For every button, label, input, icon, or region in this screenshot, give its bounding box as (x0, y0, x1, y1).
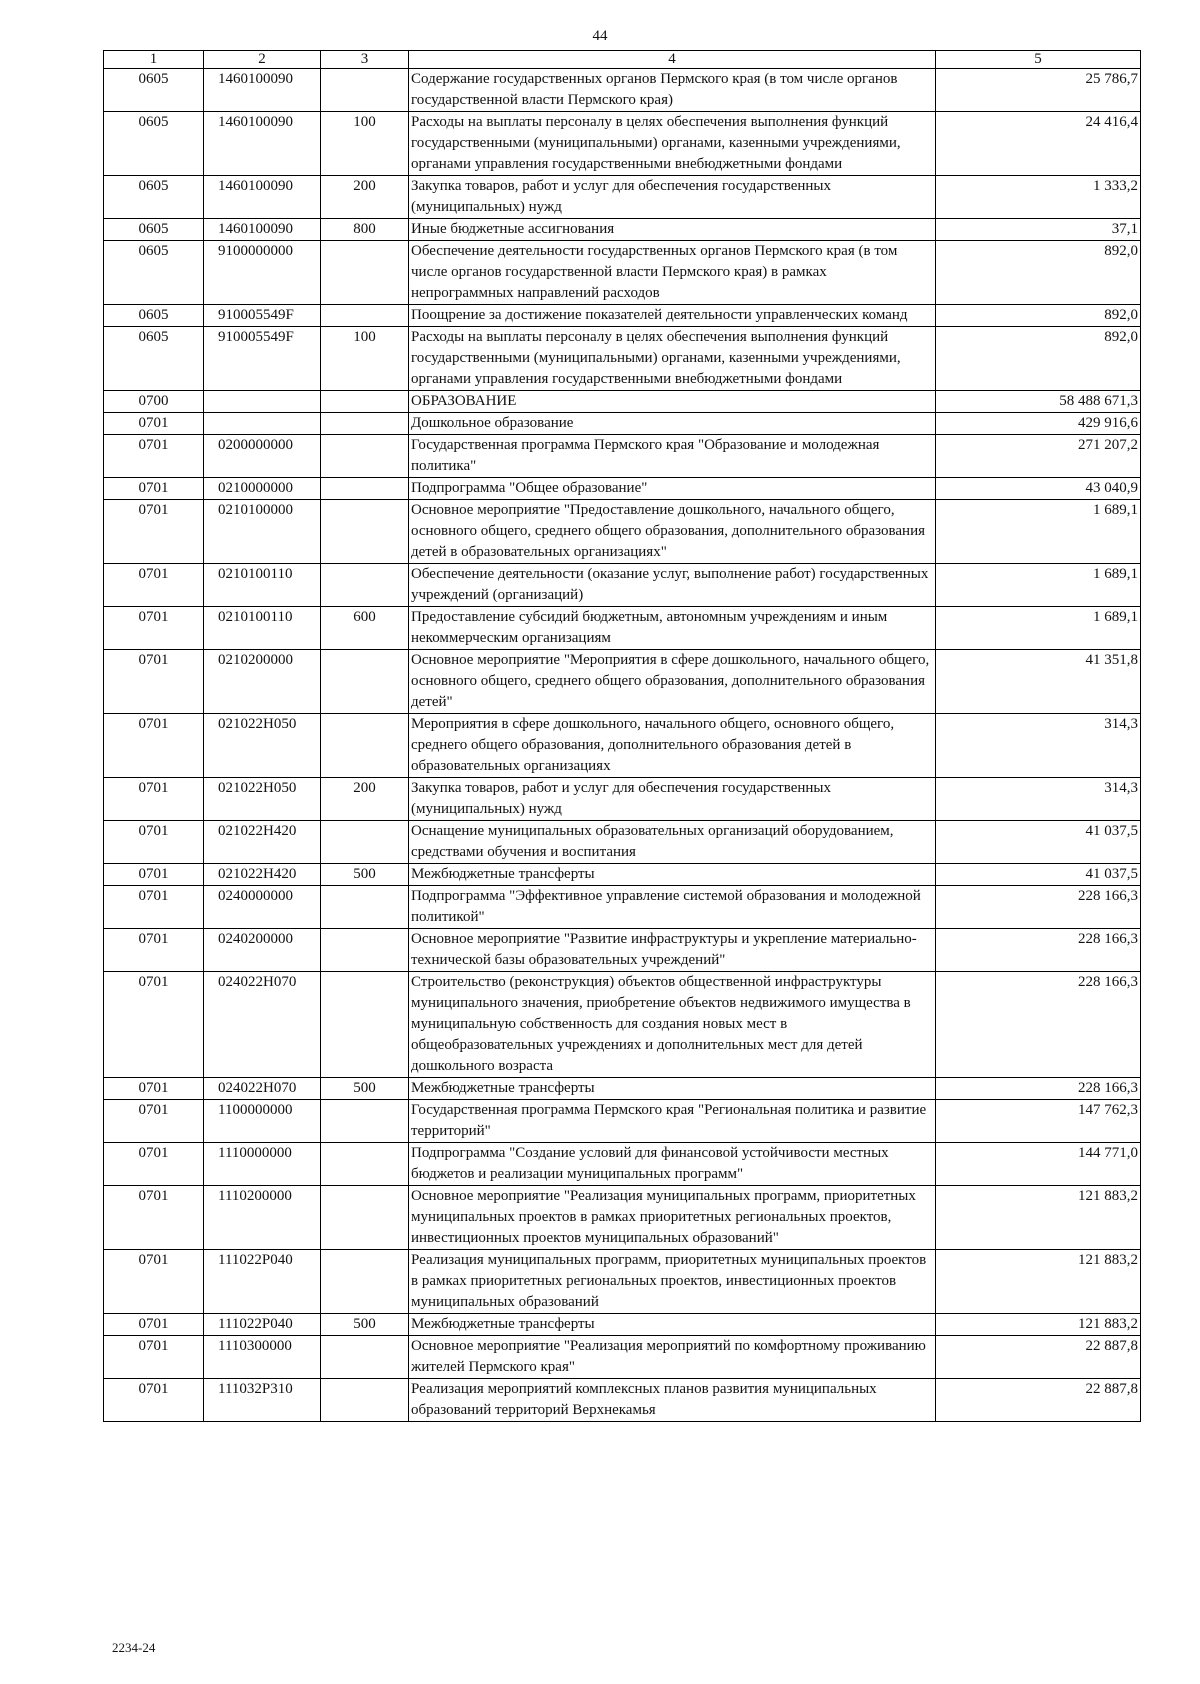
cell-code: 0210100000 (204, 500, 321, 564)
cell-section: 0701 (104, 650, 204, 714)
cell-code (204, 391, 321, 413)
cell-type: 100 (321, 327, 409, 391)
cell-type (321, 391, 409, 413)
cell-section: 0605 (104, 305, 204, 327)
cell-name: Мероприятия в сфере дошкольного, начального общего, основного общего, среднего общего образования, дополнительного образования детей в образовательных организациях (409, 714, 936, 778)
table-row (104, 391, 1141, 413)
cell-name: Расходы на выплаты персоналу в целях обеспечения выполнения функций государственными (муниципальными) органами, казенными учреждениями, органами управления государственными внебюджетными фондами (409, 112, 936, 176)
column-header-name: 4 (409, 51, 936, 69)
cell-amount: 22 887,8 (936, 1379, 1141, 1422)
cell-code: 021022Н420 (204, 864, 321, 886)
document-code: 2234-24 (112, 1640, 156, 1655)
cell-code: 111022Р040 (204, 1314, 321, 1336)
cell-amount: 228 166,3 (936, 972, 1141, 1078)
table-row (104, 886, 1141, 929)
cell-type (321, 241, 409, 305)
cell-amount: 41 351,8 (936, 650, 1141, 714)
cell-amount: 271 207,2 (936, 435, 1141, 478)
table-row (104, 1186, 1141, 1250)
cell-name: Закупка товаров, работ и услуг для обеспечения государственных (муниципальных) нужд (409, 778, 936, 821)
cell-section: 0701 (104, 1186, 204, 1250)
budget-table (103, 50, 1141, 1422)
cell-amount: 429 916,6 (936, 413, 1141, 435)
cell-type (321, 413, 409, 435)
cell-code: 0200000000 (204, 435, 321, 478)
table-row (104, 435, 1141, 478)
cell-section: 0701 (104, 1143, 204, 1186)
cell-amount: 144 771,0 (936, 1143, 1141, 1186)
cell-amount: 25 786,7 (936, 69, 1141, 112)
table-row (104, 478, 1141, 500)
cell-type (321, 886, 409, 929)
cell-amount: 228 166,3 (936, 886, 1141, 929)
table-row (104, 607, 1141, 650)
cell-type (321, 1186, 409, 1250)
table-row (104, 821, 1141, 864)
cell-amount: 121 883,2 (936, 1250, 1141, 1314)
cell-type: 500 (321, 1078, 409, 1100)
cell-code: 910005549F (204, 327, 321, 391)
table-row (104, 1078, 1141, 1100)
cell-section: 0701 (104, 821, 204, 864)
cell-name: Государственная программа Пермского края "Образование и молодежная политика" (409, 435, 936, 478)
table-row (104, 305, 1141, 327)
cell-code: 024022Н070 (204, 972, 321, 1078)
cell-section: 0701 (104, 1314, 204, 1336)
cell-amount: 24 416,4 (936, 112, 1141, 176)
cell-amount: 41 037,5 (936, 864, 1141, 886)
cell-code: 910005549F (204, 305, 321, 327)
cell-amount: 41 037,5 (936, 821, 1141, 864)
cell-type (321, 69, 409, 112)
table-row (104, 500, 1141, 564)
cell-section: 0605 (104, 241, 204, 305)
cell-name: Подпрограмма "Эффективное управление системой образования и молодежной политикой" (409, 886, 936, 929)
cell-amount: 228 166,3 (936, 929, 1141, 972)
cell-code: 0210200000 (204, 650, 321, 714)
cell-name: Основное мероприятие "Мероприятия в сфере дошкольного, начального общего, основного общего, среднего общего образования, дополнительного образования детей" (409, 650, 936, 714)
table-row (104, 413, 1141, 435)
cell-type (321, 1143, 409, 1186)
cell-code: 9100000000 (204, 241, 321, 305)
cell-amount: 121 883,2 (936, 1314, 1141, 1336)
cell-code: 0210000000 (204, 478, 321, 500)
cell-section: 0605 (104, 327, 204, 391)
cell-code: 0210100110 (204, 564, 321, 607)
cell-type (321, 564, 409, 607)
cell-type: 800 (321, 219, 409, 241)
cell-code: 0240000000 (204, 886, 321, 929)
cell-type (321, 1379, 409, 1422)
cell-name: Иные бюджетные ассигнования (409, 219, 936, 241)
cell-code: 1460100090 (204, 69, 321, 112)
cell-code: 021022Н050 (204, 778, 321, 821)
cell-section: 0701 (104, 1336, 204, 1379)
cell-type (321, 305, 409, 327)
table-row (104, 714, 1141, 778)
cell-type: 500 (321, 1314, 409, 1336)
cell-amount: 22 887,8 (936, 1336, 1141, 1379)
cell-section: 0701 (104, 564, 204, 607)
cell-type: 500 (321, 864, 409, 886)
cell-code: 0240200000 (204, 929, 321, 972)
cell-code: 1460100090 (204, 176, 321, 219)
table-row (104, 327, 1141, 391)
table-row (104, 112, 1141, 176)
cell-section: 0701 (104, 1100, 204, 1143)
column-header-code: 2 (204, 51, 321, 69)
cell-section: 0605 (104, 69, 204, 112)
cell-section: 0701 (104, 864, 204, 886)
cell-type (321, 500, 409, 564)
cell-amount: 1 689,1 (936, 500, 1141, 564)
cell-type: 100 (321, 112, 409, 176)
cell-name: Основное мероприятие "Реализация мероприятий по комфортному проживанию жителей Пермского края" (409, 1336, 936, 1379)
cell-amount: 228 166,3 (936, 1078, 1141, 1100)
cell-type: 600 (321, 607, 409, 650)
cell-type: 200 (321, 778, 409, 821)
column-header-type: 3 (321, 51, 409, 69)
cell-name: Обеспечение деятельности (оказание услуг, выполнение работ) государственных учреждений (организаций) (409, 564, 936, 607)
cell-amount: 1 689,1 (936, 564, 1141, 607)
cell-name: Государственная программа Пермского края "Региональная политика и развитие территорий" (409, 1100, 936, 1143)
cell-code: 024022Н070 (204, 1078, 321, 1100)
table-row (104, 972, 1141, 1078)
cell-name: Основное мероприятие "Реализация муниципальных программ, приоритетных муниципальных проектов в рамках приоритетных региональных проектов, инвестиционных проектов муниципальных образований" (409, 1186, 936, 1250)
table-row (104, 1100, 1141, 1143)
cell-section: 0701 (104, 1250, 204, 1314)
table-row (104, 564, 1141, 607)
page-number: 44 (592, 28, 608, 44)
cell-type (321, 972, 409, 1078)
cell-section: 0701 (104, 1379, 204, 1422)
table-row (104, 1379, 1141, 1422)
cell-type (321, 1100, 409, 1143)
column-header-amount: 5 (936, 51, 1141, 69)
table-row (104, 1336, 1141, 1379)
cell-code: 111022Р040 (204, 1250, 321, 1314)
cell-type (321, 1336, 409, 1379)
column-header-section: 1 (104, 51, 204, 69)
cell-type (321, 435, 409, 478)
cell-section: 0701 (104, 1078, 204, 1100)
cell-code: 1110200000 (204, 1186, 321, 1250)
cell-type (321, 478, 409, 500)
cell-amount: 314,3 (936, 778, 1141, 821)
cell-code: 111032Р310 (204, 1379, 321, 1422)
cell-name: Обеспечение деятельности государственных органов Пермского края (в том числе органов государственной власти Пермского края) в рамках непрограммных направлений расходов (409, 241, 936, 305)
cell-name: Подпрограмма "Общее образование" (409, 478, 936, 500)
cell-amount: 43 040,9 (936, 478, 1141, 500)
cell-type (321, 1250, 409, 1314)
cell-name: Оснащение муниципальных образовательных организаций оборудованием, средствами обучения и воспитания (409, 821, 936, 864)
table-row (104, 69, 1141, 112)
cell-amount: 1 689,1 (936, 607, 1141, 650)
table-row (104, 1250, 1141, 1314)
table-row (104, 1314, 1141, 1336)
cell-section: 0701 (104, 972, 204, 1078)
cell-name: Дошкольное образование (409, 413, 936, 435)
cell-name: Содержание государственных органов Пермского края (в том числе органов государственной власти Пермского края) (409, 69, 936, 112)
cell-code: 021022Н050 (204, 714, 321, 778)
cell-section: 0605 (104, 176, 204, 219)
table-header-row (104, 51, 1141, 69)
cell-section: 0701 (104, 607, 204, 650)
cell-code: 1460100090 (204, 112, 321, 176)
cell-name: Межбюджетные трансферты (409, 1314, 936, 1336)
table-row (104, 650, 1141, 714)
cell-code: 1460100090 (204, 219, 321, 241)
table-row (104, 176, 1141, 219)
cell-name: Закупка товаров, работ и услуг для обеспечения государственных (муниципальных) нужд (409, 176, 936, 219)
cell-section: 0605 (104, 112, 204, 176)
cell-name: Реализация муниципальных программ, приоритетных муниципальных проектов в рамках приоритетных региональных проектов, инвестиционных проектов муниципальных образований (409, 1250, 936, 1314)
cell-name: Межбюджетные трансферты (409, 864, 936, 886)
cell-amount: 58 488 671,3 (936, 391, 1141, 413)
cell-section: 0701 (104, 929, 204, 972)
cell-section: 0701 (104, 413, 204, 435)
cell-type (321, 929, 409, 972)
cell-name: Подпрограмма "Создание условий для финансовой устойчивости местных бюджетов и реализации муниципальных программ" (409, 1143, 936, 1186)
cell-code: 1110000000 (204, 1143, 321, 1186)
cell-code: 1110300000 (204, 1336, 321, 1379)
cell-name: Расходы на выплаты персоналу в целях обеспечения выполнения функций государственными (муниципальными) органами, казенными учреждениями, органами управления государственными внебюджетными фондами (409, 327, 936, 391)
table-row (104, 929, 1141, 972)
cell-name: Межбюджетные трансферты (409, 1078, 936, 1100)
cell-amount: 147 762,3 (936, 1100, 1141, 1143)
cell-section: 0700 (104, 391, 204, 413)
cell-name: Строительство (реконструкция) объектов общественной инфраструктуры муниципального значения, приобретение объектов недвижимого имущества в муниципальную собственность для создания новых мест в общеобразовательных учреждениях и дополнительных мест для детей дошкольного возраста (409, 972, 936, 1078)
cell-name: Реализация мероприятий комплексных планов развития муниципальных образований территорий Верхнекамья (409, 1379, 936, 1422)
cell-name: Поощрение за достижение показателей деятельности управленческих команд (409, 305, 936, 327)
cell-amount: 121 883,2 (936, 1186, 1141, 1250)
cell-amount: 37,1 (936, 219, 1141, 241)
table-row (104, 219, 1141, 241)
cell-type (321, 650, 409, 714)
cell-code: 021022Н420 (204, 821, 321, 864)
cell-code (204, 413, 321, 435)
cell-type (321, 821, 409, 864)
cell-amount: 892,0 (936, 327, 1141, 391)
cell-section: 0701 (104, 886, 204, 929)
cell-type: 200 (321, 176, 409, 219)
cell-section: 0701 (104, 478, 204, 500)
cell-section: 0701 (104, 714, 204, 778)
cell-amount: 892,0 (936, 305, 1141, 327)
cell-amount: 892,0 (936, 241, 1141, 305)
cell-section: 0701 (104, 778, 204, 821)
cell-section: 0701 (104, 435, 204, 478)
table-row (104, 864, 1141, 886)
cell-name: Предоставление субсидий бюджетным, автономным учреждениям и иным некоммерческим организациям (409, 607, 936, 650)
cell-type (321, 714, 409, 778)
cell-name: Основное мероприятие "Развитие инфраструктуры и укрепление материально-технической базы образовательных учреждений" (409, 929, 936, 972)
cell-amount: 314,3 (936, 714, 1141, 778)
table-row (104, 778, 1141, 821)
cell-amount: 1 333,2 (936, 176, 1141, 219)
cell-code: 0210100110 (204, 607, 321, 650)
table-row (104, 1143, 1141, 1186)
cell-name: Основное мероприятие "Предоставление дошкольного, начального общего, основного общего, среднего общего образования, дополнительного образования детей в образовательных организациях" (409, 500, 936, 564)
cell-name: ОБРАЗОВАНИЕ (409, 391, 936, 413)
table-row (104, 241, 1141, 305)
cell-section: 0605 (104, 219, 204, 241)
cell-section: 0701 (104, 500, 204, 564)
cell-code: 1100000000 (204, 1100, 321, 1143)
